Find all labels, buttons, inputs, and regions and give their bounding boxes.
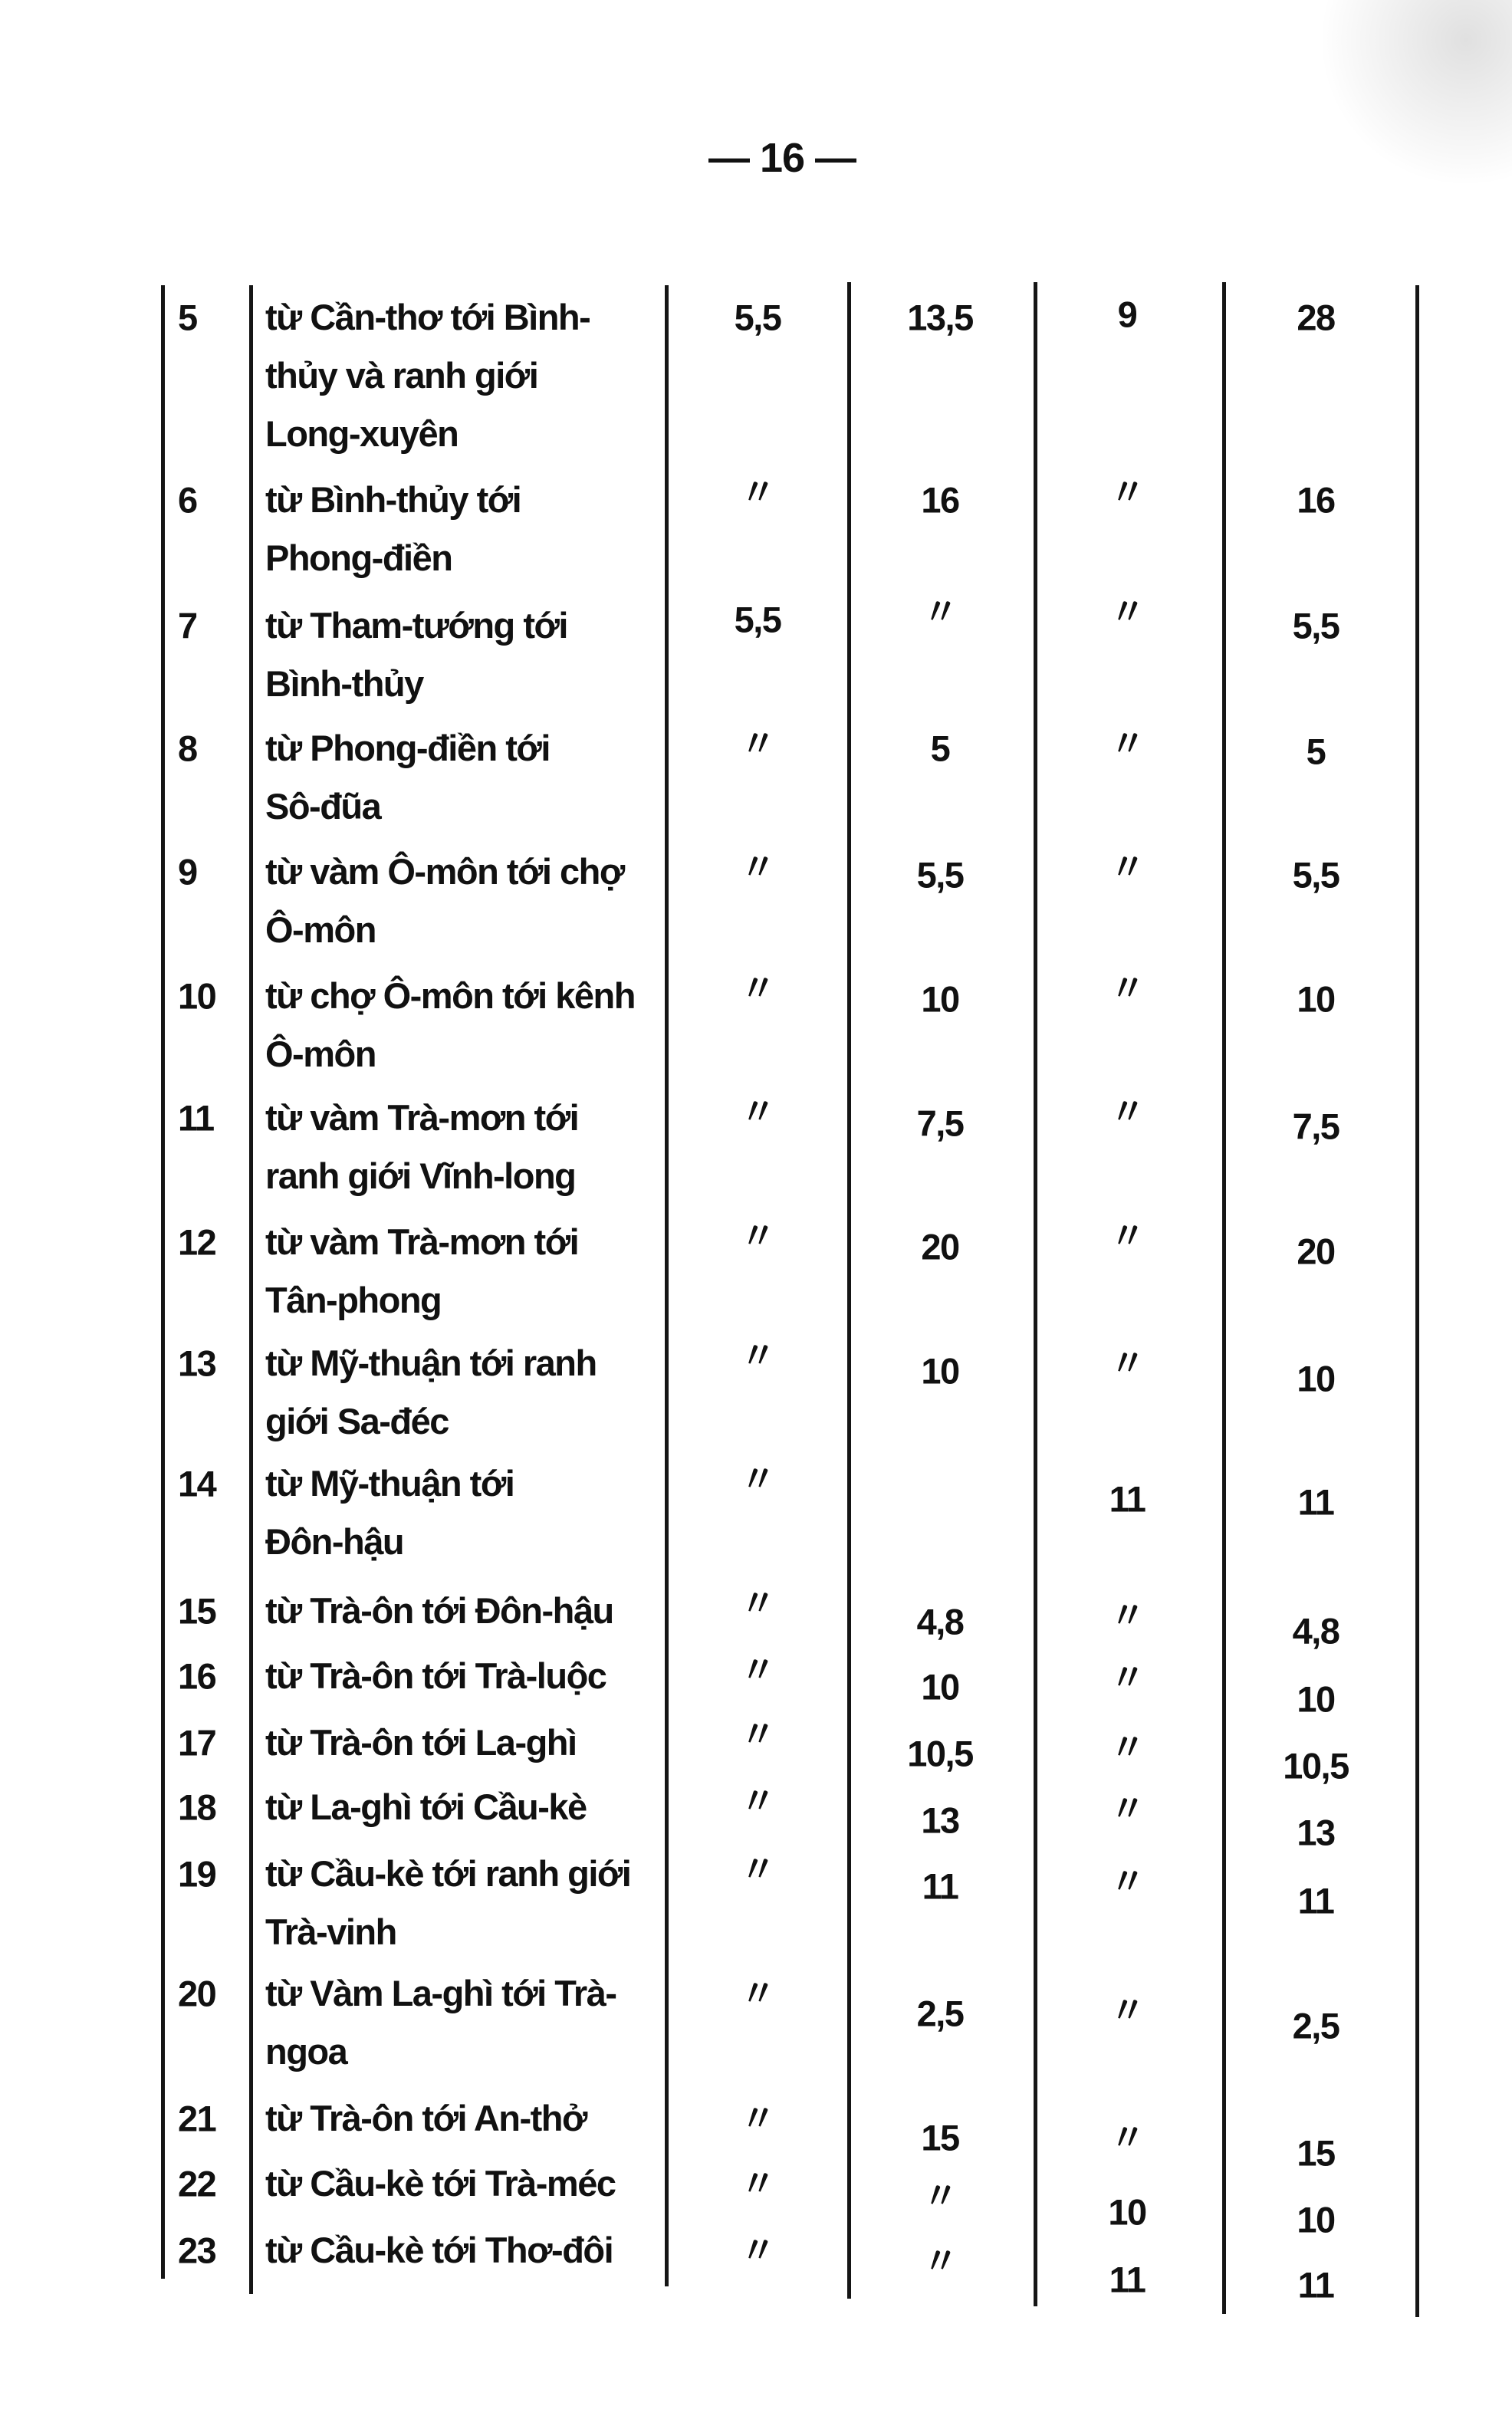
route-description-line: ngoa bbox=[265, 2030, 347, 2072]
value-cell: 11 bbox=[1297, 1880, 1334, 1921]
value-cell: 2,5 bbox=[916, 1993, 964, 2034]
ditto-mark: 〃 bbox=[1109, 1727, 1145, 1768]
column-divider bbox=[847, 282, 851, 2299]
value-cell: 11 bbox=[922, 1865, 958, 1907]
route-description-line: từ vàm Ô-môn tới chợ bbox=[265, 851, 624, 892]
ditto-mark: 〃 bbox=[1109, 591, 1145, 633]
column-divider bbox=[1222, 282, 1226, 2314]
value-cell: 10 bbox=[921, 1350, 959, 1392]
ditto-mark: 〃 bbox=[740, 1849, 775, 1890]
row-number: 7 bbox=[178, 605, 197, 646]
ditto-mark: 〃 bbox=[1109, 1343, 1145, 1384]
ditto-mark: 〃 bbox=[922, 591, 958, 633]
value-cell: 10 bbox=[1108, 2191, 1146, 2233]
table-border-right bbox=[1415, 285, 1419, 2317]
route-description-line: Ô-môn bbox=[265, 909, 376, 951]
value-cell: 16 bbox=[921, 479, 959, 521]
route-description-line: Bình-thủy bbox=[265, 663, 423, 705]
route-description bbox=[265, 288, 590, 463]
value-cell: 13 bbox=[921, 1800, 959, 1840]
ditto-mark: 〃 bbox=[1109, 1091, 1145, 1132]
row-number: 13 bbox=[178, 1343, 216, 1384]
row-number: 14 bbox=[178, 1463, 216, 1504]
route-description bbox=[265, 1647, 606, 1705]
row-number: 5 bbox=[178, 297, 197, 338]
row-number: 8 bbox=[178, 728, 197, 769]
route-description-line: thủy và ranh giới bbox=[265, 355, 538, 396]
value-cell: 10 bbox=[1297, 2199, 1335, 2240]
value-cell: 13,5 bbox=[907, 297, 973, 338]
ditto-mark: 〃 bbox=[1109, 1990, 1145, 2031]
ditto-mark: 〃 bbox=[740, 846, 775, 888]
ditto-mark: 〃 bbox=[740, 1973, 775, 2014]
column-divider bbox=[249, 285, 253, 2294]
value-cell: 5,5 bbox=[734, 297, 781, 338]
route-description-line: ranh giới Vĩnh-long bbox=[265, 1155, 576, 1197]
row-number: 21 bbox=[178, 2098, 216, 2139]
route-description bbox=[265, 1714, 577, 1772]
route-description bbox=[265, 843, 624, 959]
ditto-mark: 〃 bbox=[740, 1714, 775, 1755]
value-cell: 15 bbox=[921, 2117, 959, 2158]
row-number: 10 bbox=[178, 975, 216, 1017]
route-description-line: từ chợ Ô-môn tới kênh bbox=[265, 975, 635, 1016]
ditto-mark: 〃 bbox=[1109, 1215, 1145, 1257]
route-description-line: từ Phong-điền tới bbox=[265, 727, 550, 768]
ditto-mark: 〃 bbox=[922, 2240, 958, 2282]
route-description-line: Long-xuyên bbox=[265, 413, 459, 455]
route-description-line: từ Mỹ-thuận tới ranh bbox=[265, 1342, 597, 1383]
route-description bbox=[265, 2221, 613, 2279]
route-description bbox=[265, 1582, 613, 1640]
value-cell: 7,5 bbox=[916, 1103, 964, 1143]
row-number: 9 bbox=[178, 851, 197, 892]
value-cell: 5 bbox=[930, 728, 950, 769]
row-number: 6 bbox=[178, 479, 197, 521]
ditto-mark: 〃 bbox=[1109, 1657, 1145, 1698]
route-description bbox=[265, 1964, 616, 2081]
route-description-line: từ Trà-ôn tới Đôn-hậu bbox=[265, 1589, 613, 1631]
route-description bbox=[265, 719, 550, 836]
value-cell: 10,5 bbox=[1283, 1745, 1349, 1786]
row-number: 18 bbox=[178, 1786, 216, 1828]
ditto-mark: 〃 bbox=[740, 723, 775, 764]
value-cell: 5,5 bbox=[734, 599, 781, 640]
row-number: 20 bbox=[178, 1973, 216, 2014]
row-number: 23 bbox=[178, 2230, 216, 2271]
route-description-line: từ Trà-ôn tới La-ghì bbox=[265, 1721, 577, 1763]
value-cell: 13 bbox=[1297, 1812, 1335, 1853]
value-cell: 5 bbox=[1306, 731, 1326, 772]
route-description-line: từ Cầu-kè tới Trà-méc bbox=[265, 2163, 616, 2204]
route-description bbox=[265, 2155, 615, 2213]
ditto-mark: 〃 bbox=[922, 2175, 958, 2217]
value-cell: 7,5 bbox=[1292, 1106, 1339, 1147]
route-description-line: Phong-điền bbox=[265, 537, 452, 579]
ditto-mark: 〃 bbox=[1109, 846, 1145, 888]
ditto-mark: 〃 bbox=[1109, 1595, 1145, 1636]
row-number: 12 bbox=[178, 1221, 216, 1263]
route-description bbox=[265, 2089, 587, 2148]
value-cell: 10 bbox=[1297, 978, 1335, 1020]
value-cell: 20 bbox=[921, 1226, 959, 1267]
route-description bbox=[265, 1454, 514, 1571]
value-cell: 10 bbox=[1297, 1358, 1335, 1399]
route-description-line: Tân-phong bbox=[265, 1280, 442, 1321]
value-cell: 11 bbox=[1109, 2259, 1146, 2300]
ditto-mark: 〃 bbox=[740, 1583, 775, 1624]
value-cell: 5,5 bbox=[916, 854, 964, 896]
ditto-mark: 〃 bbox=[740, 1780, 775, 1822]
ditto-mark: 〃 bbox=[740, 1215, 775, 1257]
route-description-line: từ Trà-ôn tới Trà-luộc bbox=[265, 1655, 606, 1696]
table-border-left bbox=[161, 285, 165, 2279]
ditto-mark: 〃 bbox=[740, 2098, 775, 2139]
ditto-mark: 〃 bbox=[1109, 1788, 1145, 1829]
row-number: 22 bbox=[178, 2163, 216, 2204]
ditto-mark: 〃 bbox=[740, 472, 775, 513]
value-cell: 11 bbox=[1297, 1481, 1334, 1523]
ditto-mark: 〃 bbox=[1109, 723, 1145, 764]
row-number: 15 bbox=[178, 1590, 216, 1632]
value-cell: 10,5 bbox=[907, 1733, 973, 1774]
route-description-line: từ Mỹ-thuận tới bbox=[265, 1463, 514, 1504]
route-description bbox=[265, 471, 521, 587]
route-description-line: Trà-vinh bbox=[265, 1911, 396, 1953]
route-description-line: từ Bình-thủy tới bbox=[265, 479, 521, 521]
route-description-line: từ Cầu-kè tới ranh giới bbox=[265, 1853, 631, 1895]
route-description bbox=[265, 967, 635, 1083]
value-cell: 10 bbox=[921, 1666, 959, 1708]
ditto-mark: 〃 bbox=[740, 968, 775, 1009]
ditto-mark: 〃 bbox=[1109, 472, 1145, 513]
value-cell: 5,5 bbox=[1292, 605, 1339, 646]
value-cell: 20 bbox=[1297, 1231, 1335, 1272]
route-description-line: từ vàm Trà-mơn tới bbox=[265, 1097, 579, 1139]
route-description-line: Sô-đũa bbox=[265, 785, 381, 827]
route-description-line: từ Cầu-kè tới Thơ-đôi bbox=[265, 2230, 613, 2271]
route-description bbox=[265, 1213, 578, 1330]
value-cell: 28 bbox=[1297, 297, 1335, 338]
row-number: 11 bbox=[178, 1097, 214, 1139]
value-cell: 4,8 bbox=[916, 1601, 964, 1642]
row-number: 16 bbox=[178, 1655, 216, 1697]
row-number: 19 bbox=[178, 1853, 216, 1895]
ditto-mark: 〃 bbox=[1109, 968, 1145, 1009]
route-description-line: từ La-ghì tới Cầu-kè bbox=[265, 1786, 587, 1828]
page-number: — 16 — bbox=[708, 135, 856, 181]
route-description-line: từ Vàm La-ghì tới Trà- bbox=[265, 1972, 616, 2013]
column-divider bbox=[1034, 282, 1037, 2306]
route-description bbox=[265, 1089, 578, 1205]
ditto-mark: 〃 bbox=[1109, 1861, 1145, 1902]
route-description-line: Ô-môn bbox=[265, 1033, 376, 1074]
route-description bbox=[265, 1334, 597, 1451]
value-cell: 10 bbox=[1297, 1678, 1335, 1720]
route-description bbox=[265, 1778, 587, 1836]
route-description-line: từ Trà-ôn tới An-thở bbox=[265, 2098, 587, 2139]
value-cell: 10 bbox=[921, 978, 959, 1020]
value-cell: 11 bbox=[1297, 2264, 1334, 2305]
ditto-mark: 〃 bbox=[740, 2230, 775, 2271]
ditto-mark: 〃 bbox=[740, 1335, 775, 1376]
value-cell: 9 bbox=[1117, 294, 1137, 335]
value-cell: 16 bbox=[1297, 479, 1335, 521]
value-cell: 4,8 bbox=[1292, 1610, 1339, 1652]
value-cell: 5,5 bbox=[1292, 854, 1339, 896]
route-description bbox=[265, 1845, 630, 1961]
ditto-mark: 〃 bbox=[740, 1458, 775, 1500]
ditto-mark: 〃 bbox=[1109, 2117, 1145, 2158]
ditto-mark: 〃 bbox=[740, 1649, 775, 1691]
row-number: 17 bbox=[178, 1722, 216, 1763]
value-cell: 15 bbox=[1297, 2132, 1335, 2174]
value-cell: 11 bbox=[1109, 1478, 1146, 1520]
route-description bbox=[265, 597, 567, 713]
route-description-line: từ vàm Trà-mơn tới bbox=[265, 1221, 579, 1263]
ditto-mark: 〃 bbox=[740, 2163, 775, 2204]
ditto-mark: 〃 bbox=[740, 1091, 775, 1132]
route-description-line: từ Tham-tướng tới bbox=[265, 605, 567, 646]
column-divider bbox=[665, 285, 669, 2286]
route-description-line: giới Sa-đéc bbox=[265, 1400, 449, 1441]
route-description-line: Đôn-hậu bbox=[265, 1521, 404, 1563]
value-cell: 2,5 bbox=[1292, 2005, 1339, 2046]
route-description-line: từ Cần-thơ tới Bình- bbox=[265, 297, 590, 338]
